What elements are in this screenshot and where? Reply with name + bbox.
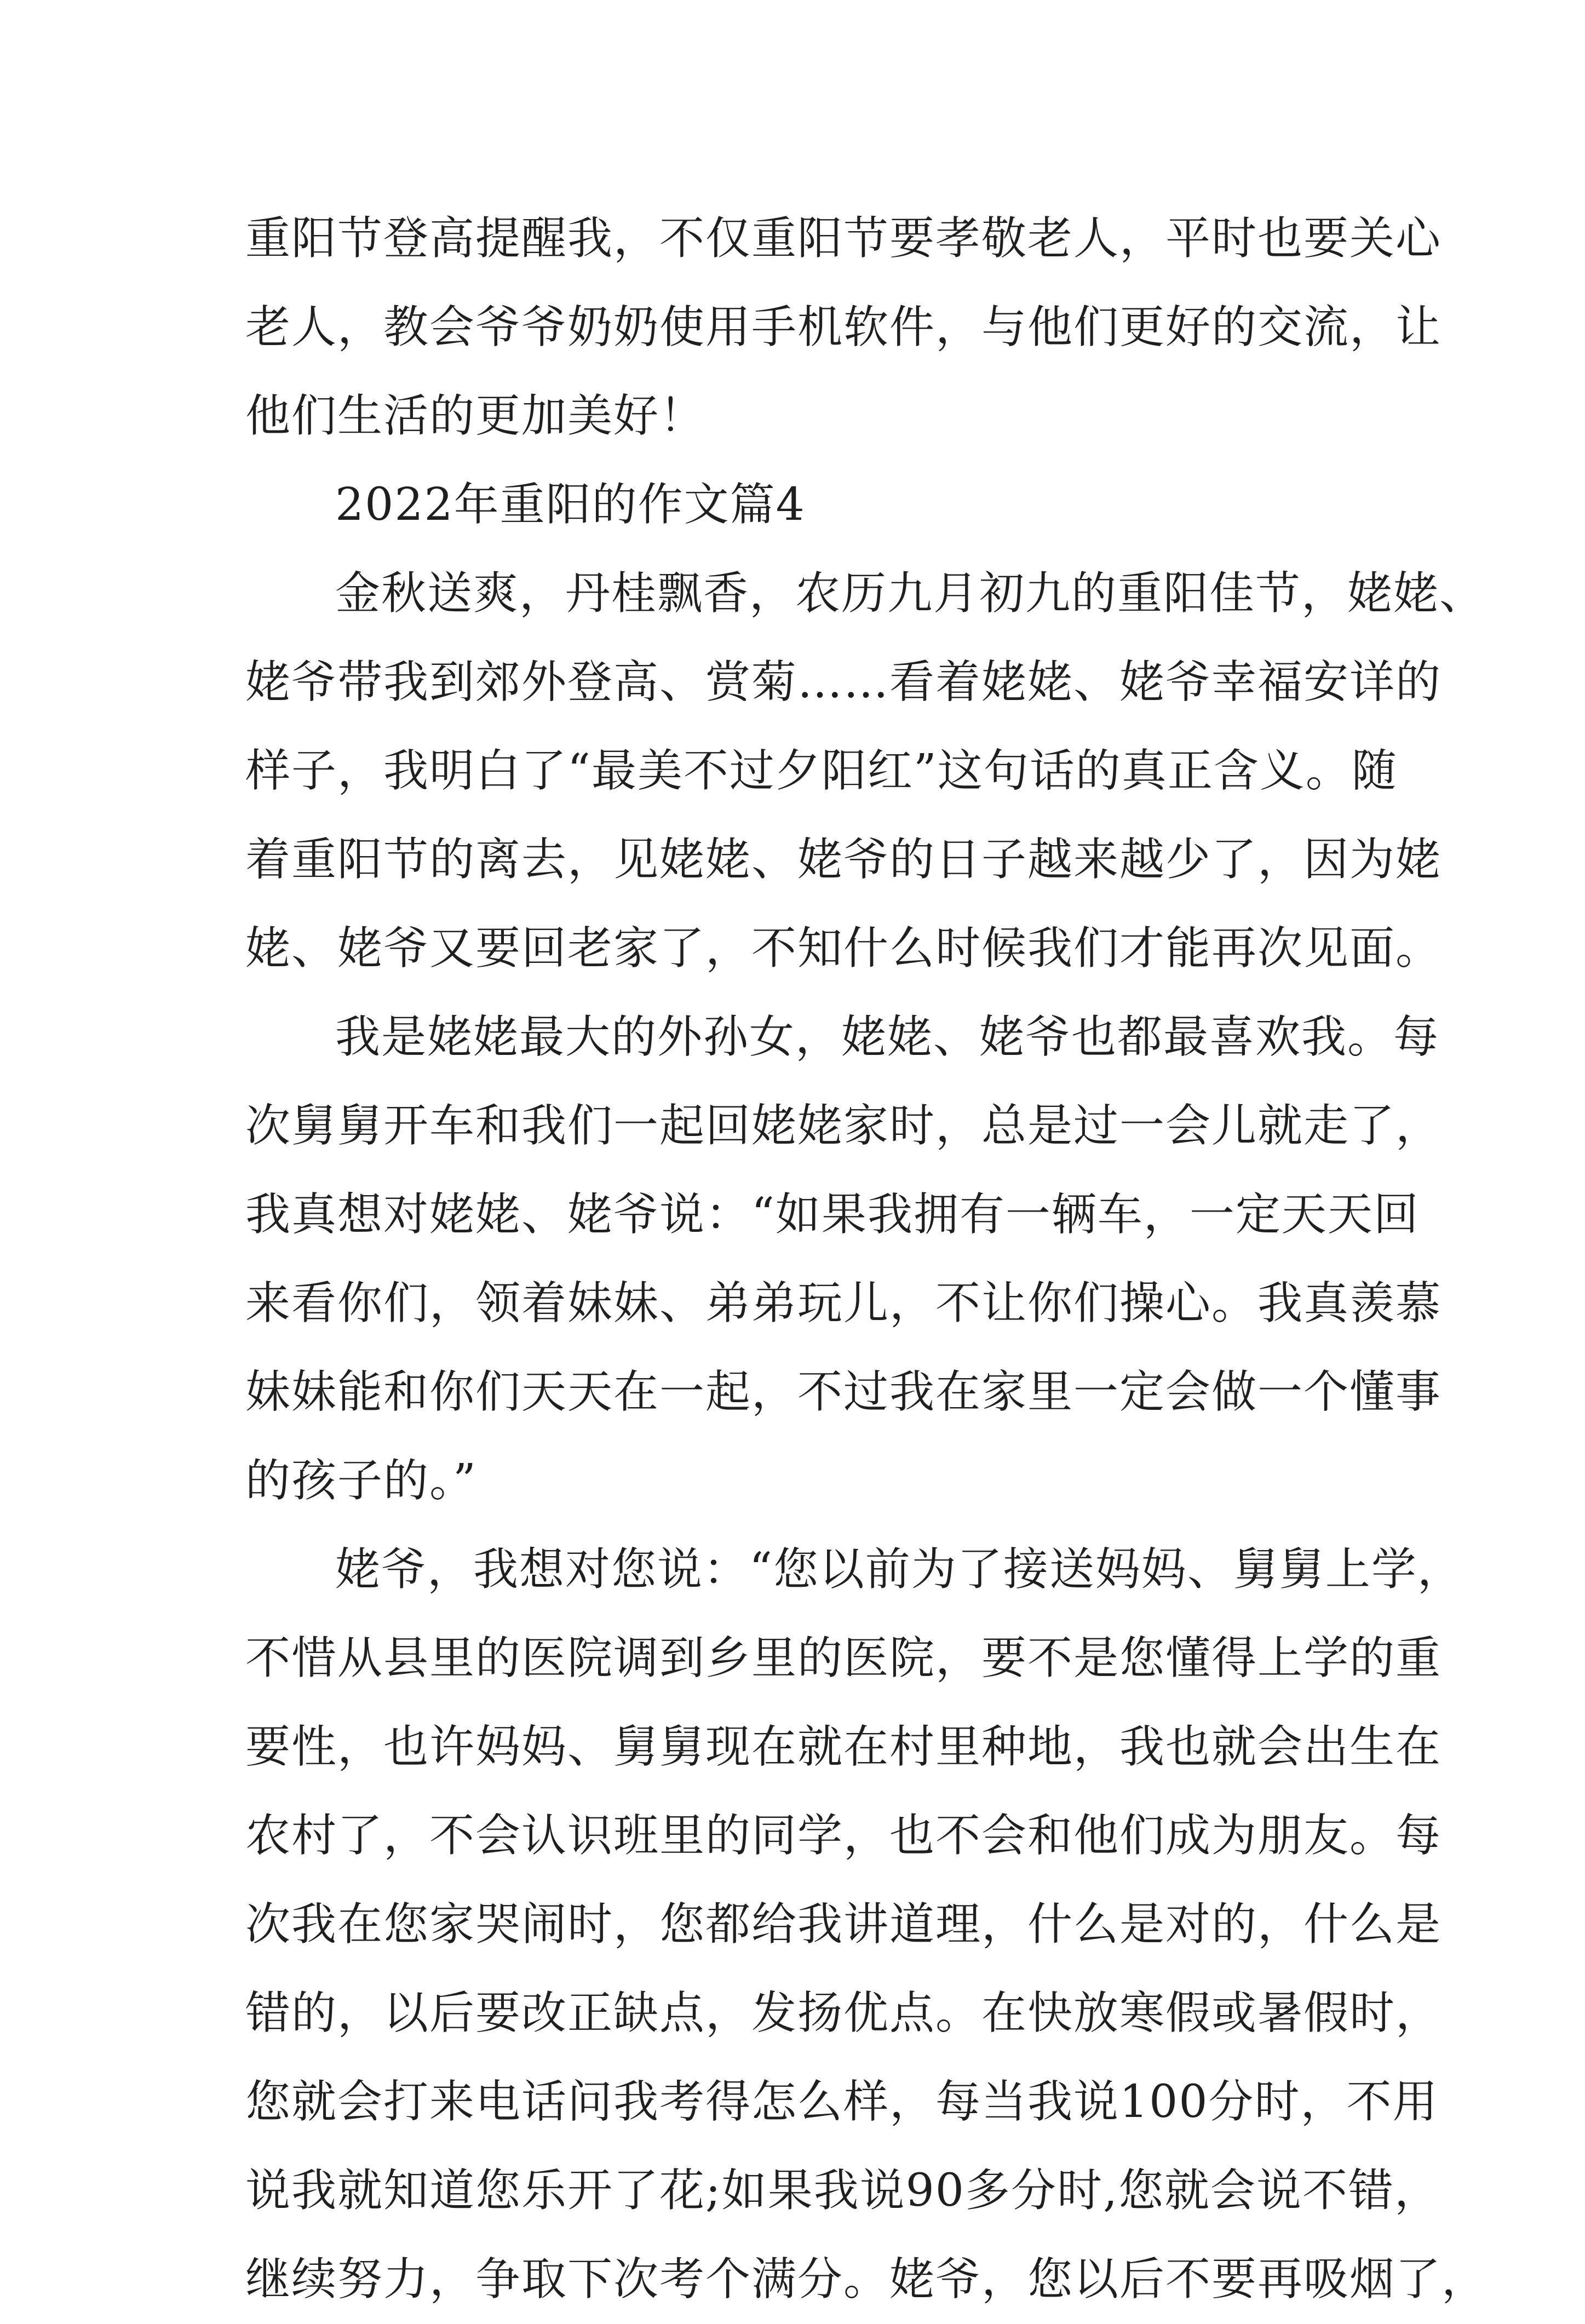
text-line-1: 重阳节登高提醒我，不仅重阳节要孝敬老人，平时也要关心	[245, 213, 1442, 265]
text-line-14: 妹妹能和你们天天在一起，不过我在家里一定会做一个懂事	[245, 1366, 1442, 1418]
text-line-13: 来看你们，领着妹妹、弟弟玩儿，不让你们操心。我真羡慕	[245, 1277, 1442, 1329]
text-line-8: 着重阳节的离去，见姥姥、姥爷的日子越来越少了，因为姥	[245, 834, 1442, 886]
text-line-3: 他们生活的更加美好！	[245, 390, 706, 442]
text-line-10: 我是姥姥最大的外孙女，姥姥、姥爷也都最喜欢我。每	[335, 1011, 1440, 1063]
text-line-21: 错的，以后要改正缺点，发扬优点。在快放寒假或暑假时，	[245, 1987, 1442, 2039]
text-line-24: 继续努力，争取下次考个满分。姥爷，您以后不要再吸烟了，	[245, 2253, 1488, 2305]
text-line-16: 姥爷，我想对您说：“您以前为了接送妈妈、舅舅上学，	[335, 1543, 1463, 1596]
text-line-20: 次我在您家哭闹时，您都给我讲道理，什么是对的，什么是	[245, 1898, 1442, 1950]
text-line-22: 您就会打来电话问我考得怎么样，每当我说100分时，不用	[245, 2076, 1439, 2128]
text-line-23: 说我就知道您乐开了花;如果我说90多分时,您就会说不错，	[245, 2165, 1441, 2217]
text-line-2: 老人，教会爷爷奶奶使用手机软件，与他们更好的交流，让	[245, 301, 1442, 353]
text-line-9: 姥、姥爷又要回老家了，不知什么时候我们才能再次见面。	[245, 922, 1442, 974]
text-line-11: 次舅舅开车和我们一起回姥姥家时，总是过一会儿就走了，	[245, 1100, 1442, 1152]
text-line-5: 金秋送爽，丹桂飘香，农历九月初九的重阳佳节，姥姥、	[335, 567, 1486, 619]
body-text	[245, 194, 1488, 2324]
text-line-7: 样子，我明白了“最美不过夕阳红”这句话的真正含义。随	[245, 745, 1398, 797]
text-line-12: 我真想对姥姥、姥爷说：“如果我拥有一辆车，一定天天回	[245, 1189, 1420, 1241]
text-line-6: 姥爷带我到郊外登高、赏菊……看着姥姥、姥爷幸福安详的	[245, 656, 1442, 708]
text-line-18: 要性，也许妈妈、舅舅现在就在村里种地，我也就会出生在	[245, 1721, 1442, 1773]
text-line-19: 农村了，不会认识班里的同学，也不会和他们成为朋友。每	[245, 1810, 1442, 1862]
section-heading: 2022年重阳的作文篇4	[335, 479, 806, 531]
text-line-15: 的孩子的。”	[245, 1455, 477, 1507]
text-line-17: 不惜从县里的医院调到乡里的医院，要不是您懂得上学的重	[245, 1632, 1442, 1684]
